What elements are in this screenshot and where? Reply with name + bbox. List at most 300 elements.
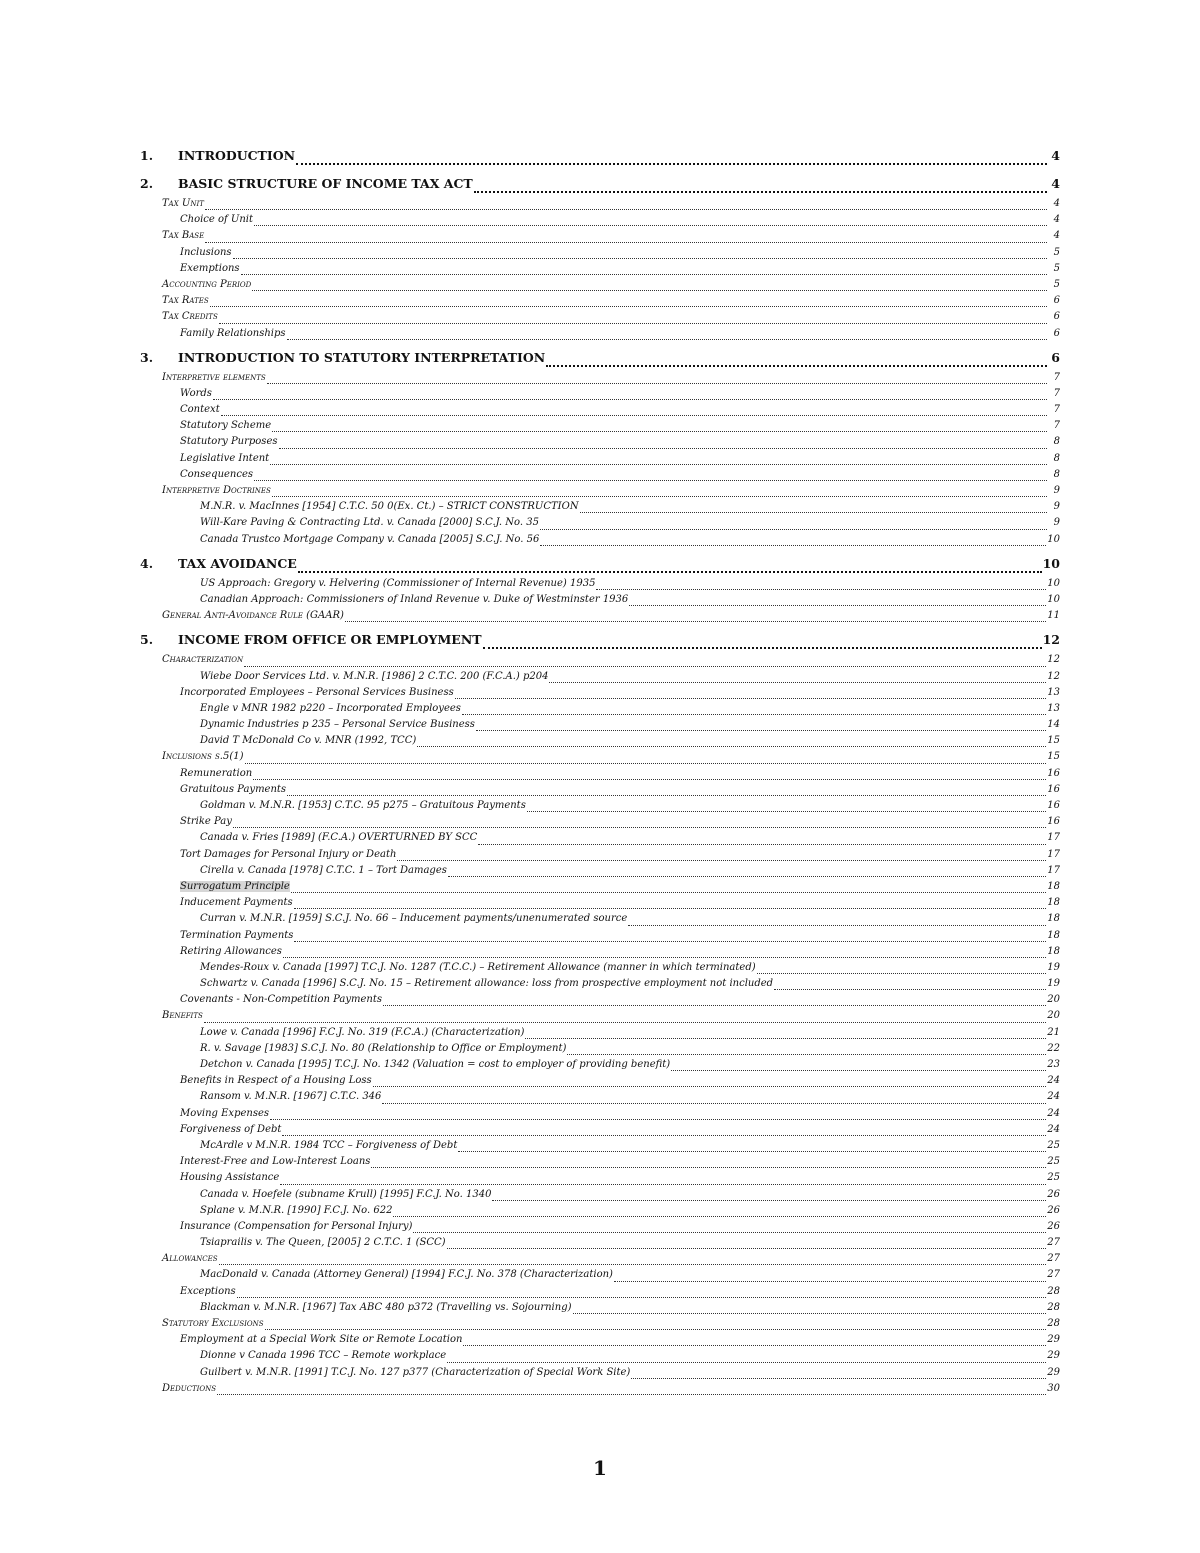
toc-leader-dots bbox=[393, 1216, 1046, 1217]
toc-entry-number: 5. bbox=[140, 632, 154, 648]
toc-entry-title: Interpretive Doctrines bbox=[162, 485, 271, 496]
toc-entry[interactable] bbox=[140, 1010, 1060, 1026]
toc-entry-page: 24 bbox=[1047, 1091, 1060, 1103]
toc-entry-page: 7 bbox=[1053, 420, 1060, 432]
toc-entry[interactable] bbox=[140, 1189, 1060, 1205]
toc-leader-dots bbox=[383, 1005, 1046, 1006]
toc-leader-dots bbox=[241, 274, 1047, 275]
toc-entry-title: Engle v MNR 1982 p220 – Incorporated Employees bbox=[200, 702, 461, 714]
toc-entry-page: 10 bbox=[1047, 593, 1060, 605]
toc-entry-title: Canada v. Hoefele (subname Krull) [1995] F.C.J. No. 1340 bbox=[200, 1188, 492, 1200]
toc-entry-page: 27 bbox=[1047, 1253, 1060, 1265]
toc-entry[interactable] bbox=[140, 1318, 1060, 1334]
toc-entry-title: US Approach: Gregory v. Helvering (Commissioner of Internal Revenue) 1935 bbox=[200, 577, 596, 589]
toc-leader-dots bbox=[294, 908, 1047, 909]
toc-entry-number: 4. bbox=[140, 555, 154, 571]
toc-entry-title: Detchon v. Canada [1995] T.C.J. No. 1342 (Valuation = cost to employer of providing benefit) bbox=[200, 1059, 671, 1070]
toc-entry-title: Housing Assistance bbox=[180, 1172, 280, 1184]
toc-entry-page: 7 bbox=[1053, 387, 1060, 399]
toc-entry[interactable] bbox=[140, 632, 1060, 654]
toc-leader-dots bbox=[270, 464, 1047, 465]
toc-entry-page: 16 bbox=[1047, 800, 1060, 811]
toc-entry-page: 26 bbox=[1047, 1188, 1060, 1200]
toc-entry-title: Legislative Intent bbox=[180, 452, 270, 464]
toc-entry-title: Tax Unit bbox=[162, 198, 204, 209]
toc-entry-title: Canadian Approach: Commissioners of Inland Revenue v. Duke of Westminster 1936 bbox=[200, 593, 629, 605]
toc-entry-title: Accounting Period bbox=[162, 278, 252, 290]
toc-entry-page: 29 bbox=[1047, 1366, 1060, 1378]
toc-entry[interactable] bbox=[140, 295, 1060, 311]
toc-entry-page: 8 bbox=[1053, 468, 1060, 480]
toc-entry-title: Interest-Free and Low-Interest Loans bbox=[180, 1156, 371, 1168]
toc-entry[interactable] bbox=[140, 594, 1060, 610]
toc-entry[interactable] bbox=[140, 687, 1060, 703]
toc-entry[interactable] bbox=[140, 469, 1060, 485]
toc-entry-page: 28 bbox=[1047, 1318, 1060, 1329]
toc-entry-title: Exemptions bbox=[180, 262, 240, 274]
toc-entry-page: 15 bbox=[1047, 751, 1060, 763]
toc-entry-page: 17 bbox=[1047, 864, 1060, 876]
toc-leader-dots bbox=[671, 1070, 1046, 1071]
toc-leader-dots bbox=[397, 860, 1046, 861]
toc-leader-dots bbox=[217, 1394, 1046, 1395]
toc-entry[interactable] bbox=[140, 263, 1060, 279]
toc-entry-title: Curran v. M.N.R. [1959] S.C.J. No. 66 – Inducement payments/unenumerated source bbox=[200, 913, 628, 925]
toc-entry-page: 19 bbox=[1047, 978, 1060, 990]
toc-entry-title: INTRODUCTION bbox=[178, 148, 296, 163]
toc-leader-dots bbox=[254, 480, 1047, 481]
toc-entry-page: 6 bbox=[1053, 295, 1060, 307]
toc-entry[interactable] bbox=[140, 328, 1060, 344]
toc-entry-title: Blackman v. M.N.R. [1967] Tax ABC 480 p372 (Travelling vs. Sojourning) bbox=[200, 1301, 572, 1313]
toc-entry-number: 2. bbox=[140, 176, 154, 191]
toc-leader-dots bbox=[219, 1264, 1047, 1265]
toc-entry[interactable] bbox=[140, 578, 1060, 594]
toc-entry-title: Tax Credits bbox=[162, 311, 218, 323]
toc-entry-page: 24 bbox=[1047, 1123, 1060, 1135]
toc-entry[interactable] bbox=[140, 994, 1060, 1010]
toc-entry[interactable] bbox=[140, 654, 1060, 670]
toc-entry-page: 9 bbox=[1053, 517, 1060, 529]
toc-entry-title: Remuneration bbox=[180, 767, 253, 779]
toc-entry-title: Tax Base bbox=[162, 230, 205, 242]
toc-entry-title: Lowe v. Canada [1996] F.C.J. No. 319 (F.C.A.) (Characterization) bbox=[200, 1026, 525, 1038]
toc-entry-page: 28 bbox=[1047, 1285, 1060, 1297]
toc-entry-page: 5 bbox=[1053, 246, 1060, 258]
toc-entry-page: 4 bbox=[1053, 198, 1060, 209]
toc-entry[interactable] bbox=[140, 404, 1060, 420]
toc-entry[interactable] bbox=[140, 247, 1060, 263]
toc-entry-title: Gratuitous Payments bbox=[180, 783, 287, 795]
toc-entry-title: Will-Kare Paving & Contracting Ltd. v. Canada [2000] S.C.J. No. 35 bbox=[200, 517, 539, 529]
toc-entry-title: Statutory Exclusions bbox=[162, 1318, 264, 1329]
toc-leader-dots bbox=[272, 431, 1047, 432]
toc-entry-page: 10 bbox=[1047, 533, 1060, 545]
toc-entry[interactable] bbox=[140, 1286, 1060, 1302]
toc-leader-dots bbox=[628, 925, 1046, 926]
toc-entry-title: Incorporated Employees – Personal Services Business bbox=[180, 686, 454, 698]
toc-entry[interactable] bbox=[140, 1367, 1060, 1383]
toc-entry-page: 14 bbox=[1047, 719, 1060, 731]
toc-entry-title: Statutory Scheme bbox=[180, 420, 272, 432]
toc-entry[interactable] bbox=[140, 849, 1060, 865]
toc-leader-dots bbox=[455, 698, 1047, 699]
toc-entry-title: General Anti-Avoidance Rule (GAAR) bbox=[162, 610, 344, 622]
toc-leader-dots bbox=[492, 1200, 1046, 1201]
toc-entry[interactable] bbox=[140, 800, 1060, 816]
toc-entry[interactable] bbox=[140, 816, 1060, 832]
toc-entry[interactable] bbox=[140, 1059, 1060, 1075]
toc-entry-title: Inclusions bbox=[180, 246, 232, 258]
toc-leader-dots bbox=[221, 415, 1047, 416]
toc-entry[interactable] bbox=[140, 1108, 1060, 1124]
toc-leader-dots bbox=[204, 1022, 1046, 1023]
toc-leader-dots bbox=[614, 1281, 1046, 1282]
toc-leader-dots bbox=[540, 545, 1046, 546]
toc-leader-dots bbox=[478, 844, 1046, 845]
toc-entry-title: Allowances bbox=[162, 1253, 218, 1265]
toc-entry[interactable] bbox=[140, 501, 1060, 517]
toc-entry-page: 29 bbox=[1047, 1334, 1060, 1346]
toc-entry-page: 12 bbox=[1047, 670, 1060, 682]
toc-entry-page: 23 bbox=[1047, 1059, 1060, 1070]
toc-entry-page: 18 bbox=[1047, 929, 1060, 941]
toc-entry-title: R. v. Savage [1983] S.C.J. No. 80 (Relationship to Office or Employment) bbox=[200, 1042, 567, 1054]
toc-entry-page: 11 bbox=[1047, 610, 1060, 622]
toc-entry-title: Wiebe Door Services Ltd. v. M.N.R. [1986] 2 C.T.C. 200 (F.C.A.) p204 bbox=[200, 670, 549, 682]
toc-entry[interactable] bbox=[140, 1269, 1060, 1285]
toc-entry[interactable] bbox=[140, 1124, 1060, 1140]
toc-entry[interactable] bbox=[140, 230, 1060, 246]
toc-entry-title: Forgiveness of Debt bbox=[180, 1123, 282, 1135]
toc-leader-dots bbox=[371, 1167, 1046, 1168]
toc-entry-title: Tort Damages for Personal Injury or Death bbox=[180, 848, 397, 860]
toc-entry[interactable] bbox=[140, 784, 1060, 800]
toc-entry[interactable] bbox=[140, 1091, 1060, 1107]
toc-entry-title: Interpretive elements bbox=[162, 371, 266, 383]
toc-entry-page: 4 bbox=[1051, 148, 1060, 163]
toc-leader-dots bbox=[474, 191, 1047, 193]
toc-entry-page: 29 bbox=[1047, 1350, 1060, 1362]
toc-entry-page: 17 bbox=[1047, 848, 1060, 860]
toc-entry-page: 10 bbox=[1042, 555, 1060, 571]
toc-leader-dots bbox=[267, 383, 1047, 384]
toc-entry-page: 19 bbox=[1047, 961, 1060, 973]
toc-entry-page: 8 bbox=[1053, 436, 1060, 448]
toc-entry[interactable] bbox=[140, 517, 1060, 533]
toc-leader-dots bbox=[596, 589, 1046, 590]
toc-entry-page: 8 bbox=[1053, 452, 1060, 464]
toc-entry[interactable] bbox=[140, 930, 1060, 946]
toc-leader-dots bbox=[629, 605, 1046, 606]
toc-entry[interactable] bbox=[140, 1302, 1060, 1318]
toc-entry-page: 15 bbox=[1047, 735, 1060, 747]
toc-entry[interactable] bbox=[140, 556, 1060, 578]
toc-entry-title: INTRODUCTION TO STATUTORY INTERPRETATION bbox=[178, 349, 546, 365]
toc-entry-number: 1. bbox=[140, 148, 154, 163]
toc-entry[interactable] bbox=[140, 1221, 1060, 1237]
toc-entry-title: Inducement Payments bbox=[180, 897, 293, 909]
toc-leader-dots bbox=[540, 529, 1047, 530]
toc-entry-title: Consequences bbox=[180, 468, 254, 480]
toc-entry[interactable] bbox=[140, 946, 1060, 962]
toc-entry-page: 5 bbox=[1053, 278, 1060, 290]
toc-entry[interactable] bbox=[140, 198, 1060, 214]
toc-leader-dots bbox=[573, 1313, 1047, 1314]
toc-entry[interactable] bbox=[140, 485, 1060, 501]
toc-entry-page: 27 bbox=[1047, 1269, 1060, 1281]
toc-leader-dots bbox=[413, 1232, 1046, 1233]
toc-entry-title: Tsiaprailis v. The Queen, [2005] 2 C.T.C. 1 (SCC) bbox=[200, 1237, 446, 1249]
toc-leader-dots bbox=[373, 1086, 1047, 1087]
toc-entry[interactable] bbox=[140, 350, 1060, 372]
toc-entry-title: Termination Payments bbox=[180, 929, 294, 941]
toc-entry-page: 26 bbox=[1047, 1204, 1060, 1216]
toc-entry[interactable] bbox=[140, 735, 1060, 751]
toc-entry-title: Guilbert v. M.N.R. [1991] T.C.J. No. 127 p377 (Characterization of Special Work Site) bbox=[200, 1366, 631, 1378]
toc-entry-title: Mendes-Roux v. Canada [1997] T.C.J. No. 1287 (T.C.C.) – Retirement Allowance (manner in which terminated) bbox=[200, 961, 756, 973]
toc-entry-page: 9 bbox=[1053, 501, 1060, 513]
toc-entry-page: 24 bbox=[1047, 1107, 1060, 1119]
toc-entry-title: Schwartz v. Canada [1996] S.C.J. No. 15 – Retirement allowance: loss from prospective employment not included bbox=[200, 978, 774, 990]
toc-entry-title: Tax Rates bbox=[162, 295, 209, 307]
toc-entry[interactable] bbox=[140, 1334, 1060, 1350]
toc-entry-title: Splane v. M.N.R. [1990] F.C.J. No. 622 bbox=[200, 1204, 393, 1216]
toc-entry[interactable] bbox=[140, 148, 1060, 170]
toc-entry-title: David T McDonald Co v. MNR (1992, TCC) bbox=[200, 735, 417, 747]
toc-entry-title: Benefits bbox=[162, 1010, 203, 1022]
toc-entry-title: Dionne v Canada 1996 TCC – Remote workplace bbox=[200, 1350, 447, 1362]
toc-entry-page: 7 bbox=[1053, 371, 1060, 383]
toc-entry-title: MacDonald v. Canada (Attorney General) [1994] F.C.J. No. 378 (Characterization) bbox=[200, 1269, 613, 1281]
toc-entry-title: Strike Pay bbox=[180, 816, 232, 828]
toc-leader-dots bbox=[245, 763, 1047, 764]
page-number: 1 bbox=[593, 1456, 607, 1480]
toc-entry[interactable] bbox=[140, 610, 1060, 626]
toc-entry-page: 20 bbox=[1047, 1010, 1060, 1022]
toc-leader-dots bbox=[210, 306, 1047, 307]
toc-entry-page: 4 bbox=[1051, 176, 1060, 191]
toc-entry[interactable] bbox=[140, 719, 1060, 735]
toc-entry-title: Employment at a Special Work Site or Remote Location bbox=[180, 1334, 463, 1346]
toc-leader-dots bbox=[567, 1054, 1046, 1055]
toc-leader-dots bbox=[205, 242, 1047, 243]
toc-entry-page: 16 bbox=[1047, 783, 1060, 795]
toc-leader-dots bbox=[345, 621, 1046, 622]
toc-entry[interactable] bbox=[140, 751, 1060, 767]
toc-leader-dots bbox=[447, 1248, 1047, 1249]
toc-leader-dots bbox=[296, 163, 1047, 165]
toc-entry-page: 28 bbox=[1047, 1301, 1060, 1313]
toc-entry[interactable] bbox=[140, 388, 1060, 404]
toc-leader-dots bbox=[483, 647, 1042, 649]
toc-leader-dots bbox=[279, 448, 1048, 449]
table-of-contents bbox=[140, 148, 1060, 1399]
toc-entry-page: 18 bbox=[1047, 897, 1060, 909]
toc-entry-title: Choice of Unit bbox=[180, 214, 253, 226]
toc-entry-title: Cirella v. Canada [1978] C.T.C. 1 – Tort Damages bbox=[200, 864, 447, 876]
toc-entry[interactable] bbox=[140, 962, 1060, 978]
toc-entry[interactable] bbox=[140, 372, 1060, 388]
toc-entry-title: M.N.R. v. MacInnes [1954] C.T.C. 50 0(Ex. Ct.) – STRICT CONSTRUCTION bbox=[200, 501, 579, 513]
toc-entry-title: TAX AVOIDANCE bbox=[178, 555, 297, 571]
toc-entry[interactable] bbox=[140, 176, 1060, 198]
toc-entry[interactable] bbox=[140, 311, 1060, 327]
toc-leader-dots bbox=[282, 1135, 1046, 1136]
toc-entry-page: 13 bbox=[1047, 702, 1060, 714]
toc-entry[interactable] bbox=[140, 703, 1060, 719]
toc-leader-dots bbox=[549, 682, 1046, 683]
toc-entry[interactable] bbox=[140, 1075, 1060, 1091]
toc-entry-title: Family Relationships bbox=[180, 327, 286, 339]
toc-leader-dots bbox=[774, 989, 1046, 990]
toc-leader-dots bbox=[237, 1297, 1047, 1298]
toc-leader-dots bbox=[546, 365, 1047, 367]
toc-entry-title: Words bbox=[180, 387, 212, 399]
toc-entry-page: 22 bbox=[1047, 1042, 1060, 1054]
toc-leader-dots bbox=[233, 827, 1046, 828]
toc-entry-page: 5 bbox=[1053, 262, 1060, 274]
toc-entry[interactable] bbox=[140, 436, 1060, 452]
toc-entry-title: INCOME FROM OFFICE OR EMPLOYMENT bbox=[178, 632, 482, 648]
toc-entry-page: 18 bbox=[1047, 880, 1060, 892]
toc-entry[interactable] bbox=[140, 1350, 1060, 1366]
toc-leader-dots bbox=[294, 941, 1046, 942]
toc-entry[interactable] bbox=[140, 1205, 1060, 1221]
toc-entry-page: 18 bbox=[1047, 913, 1060, 925]
toc-entry-page: 9 bbox=[1053, 485, 1060, 496]
toc-entry[interactable] bbox=[140, 1156, 1060, 1172]
toc-entry[interactable] bbox=[140, 534, 1060, 550]
toc-entry-title: BASIC STRUCTURE OF INCOME TAX ACT bbox=[178, 176, 473, 191]
toc-entry-page: 12 bbox=[1047, 654, 1060, 666]
toc-entry-title: Statutory Purposes bbox=[180, 436, 278, 448]
toc-leader-dots bbox=[287, 795, 1046, 796]
toc-leader-dots bbox=[254, 225, 1047, 226]
toc-entry-page: 16 bbox=[1047, 767, 1060, 779]
toc-entry-page: 6 bbox=[1053, 327, 1060, 339]
toc-entry[interactable] bbox=[140, 420, 1060, 436]
toc-leader-dots bbox=[631, 1378, 1046, 1379]
toc-entry-title: Canada Trustco Mortgage Company v. Canada [2005] S.C.J. No. 56 bbox=[200, 533, 540, 545]
toc-entry[interactable] bbox=[140, 897, 1060, 913]
toc-entry-title: Goldman v. M.N.R. [1953] C.T.C. 95 p275 – Gratuitous Payments bbox=[200, 800, 526, 811]
toc-leader-dots bbox=[462, 714, 1046, 715]
toc-entry-title: Retiring Allowances bbox=[180, 945, 282, 957]
toc-entry-page: 20 bbox=[1047, 994, 1060, 1006]
toc-entry[interactable] bbox=[140, 671, 1060, 687]
toc-entry-page: 4 bbox=[1053, 230, 1060, 242]
toc-entry[interactable] bbox=[140, 453, 1060, 469]
toc-entry[interactable] bbox=[140, 279, 1060, 295]
toc-entry[interactable] bbox=[140, 214, 1060, 230]
toc-entry-page: 27 bbox=[1047, 1237, 1060, 1249]
toc-entry-page: 16 bbox=[1047, 816, 1060, 828]
toc-entry[interactable] bbox=[140, 865, 1060, 881]
toc-entry-title: McArdle v M.N.R. 1984 TCC – Forgiveness of Debt bbox=[200, 1139, 458, 1151]
toc-entry[interactable] bbox=[140, 832, 1060, 848]
toc-entry-title: Exceptions bbox=[180, 1285, 236, 1297]
toc-entry[interactable] bbox=[140, 913, 1060, 929]
toc-leader-dots bbox=[291, 892, 1046, 893]
toc-leader-dots bbox=[448, 876, 1046, 877]
toc-entry-page: 25 bbox=[1047, 1139, 1060, 1151]
toc-entry-page: 13 bbox=[1047, 686, 1060, 698]
toc-leader-dots bbox=[458, 1151, 1046, 1152]
toc-leader-dots bbox=[298, 571, 1042, 573]
toc-entry-page: 12 bbox=[1042, 632, 1060, 648]
toc-entry-page: 18 bbox=[1047, 945, 1060, 957]
toc-leader-dots bbox=[213, 399, 1047, 400]
toc-entry-number: 3. bbox=[140, 349, 154, 365]
toc-leader-dots bbox=[382, 1103, 1046, 1104]
toc-leader-dots bbox=[525, 1038, 1046, 1039]
toc-leader-dots bbox=[463, 1345, 1046, 1346]
toc-entry-title: Canada v. Fries [1989] (F.C.A.) OVERTURNED BY SCC bbox=[200, 832, 478, 844]
toc-entry-page: 6 bbox=[1053, 311, 1060, 323]
toc-entry-title: Benefits in Respect of a Housing Loss bbox=[180, 1075, 372, 1087]
toc-leader-dots bbox=[476, 730, 1046, 731]
toc-leader-dots bbox=[205, 209, 1047, 210]
toc-entry-title: Moving Expenses bbox=[180, 1107, 270, 1119]
toc-leader-dots bbox=[244, 666, 1046, 667]
toc-entry[interactable] bbox=[140, 1237, 1060, 1253]
toc-leader-dots bbox=[270, 1119, 1046, 1120]
toc-entry-page: 25 bbox=[1047, 1172, 1060, 1184]
toc-entry-title: Characterization bbox=[162, 654, 244, 666]
toc-leader-dots bbox=[757, 973, 1047, 974]
toc-entry-title: Dynamic Industries p 235 – Personal Service Business bbox=[200, 719, 475, 731]
toc-leader-dots bbox=[287, 339, 1047, 340]
toc-entry-title: Context bbox=[180, 404, 220, 416]
toc-entry[interactable] bbox=[140, 1172, 1060, 1188]
toc-leader-dots bbox=[283, 957, 1046, 958]
toc-leader-dots bbox=[252, 290, 1047, 291]
toc-leader-dots bbox=[272, 496, 1047, 497]
toc-entry-title: Insurance (Compensation for Personal Injury) bbox=[180, 1220, 413, 1232]
toc-entry-page: 6 bbox=[1051, 349, 1060, 365]
toc-leader-dots bbox=[580, 512, 1047, 513]
toc-leader-dots bbox=[447, 1362, 1046, 1363]
toc-entry-page: 24 bbox=[1047, 1075, 1060, 1087]
toc-entry[interactable] bbox=[140, 1027, 1060, 1043]
toc-entry[interactable] bbox=[140, 768, 1060, 784]
toc-leader-dots bbox=[417, 746, 1046, 747]
toc-entry[interactable] bbox=[140, 1383, 1060, 1399]
toc-entry-title: Covenants - Non-Competition Payments bbox=[180, 994, 382, 1006]
toc-entry-title: Deductions bbox=[162, 1382, 217, 1394]
toc-entry-title: Surrogatum Principle bbox=[180, 880, 290, 892]
toc-entry-page: 30 bbox=[1047, 1382, 1060, 1394]
toc-entry-title: Ransom v. M.N.R. [1967] C.T.C. 346 bbox=[200, 1091, 382, 1103]
toc-entry[interactable] bbox=[140, 978, 1060, 994]
toc-leader-dots bbox=[280, 1184, 1046, 1185]
toc-entry-page: 26 bbox=[1047, 1220, 1060, 1232]
toc-entry-page: 17 bbox=[1047, 832, 1060, 844]
toc-entry[interactable] bbox=[140, 1043, 1060, 1059]
toc-leader-dots bbox=[527, 811, 1046, 812]
toc-leader-dots bbox=[265, 1329, 1047, 1330]
toc-leader-dots bbox=[233, 258, 1047, 259]
toc-entry[interactable] bbox=[140, 881, 1060, 897]
toc-leader-dots bbox=[219, 323, 1047, 324]
toc-entry[interactable] bbox=[140, 1253, 1060, 1269]
toc-entry-page: 25 bbox=[1047, 1156, 1060, 1168]
toc-entry-page: 21 bbox=[1047, 1026, 1060, 1038]
toc-entry[interactable] bbox=[140, 1140, 1060, 1156]
toc-leader-dots bbox=[253, 779, 1046, 780]
toc-entry-page: 4 bbox=[1053, 214, 1060, 226]
